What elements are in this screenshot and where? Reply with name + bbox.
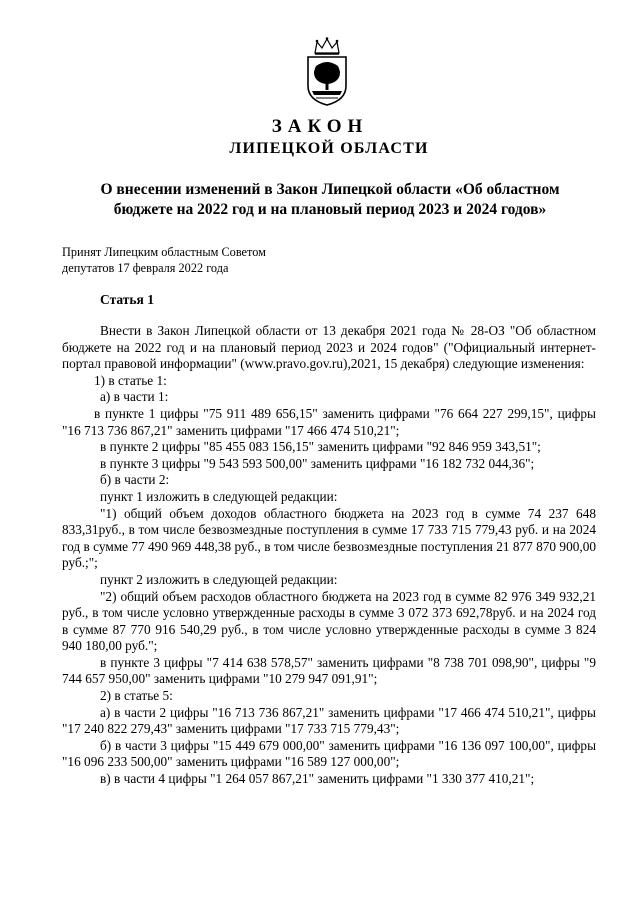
adoption-line-1: Принят Липецким областным Советом — [62, 245, 266, 259]
paragraph: в пункте 2 цифры "85 455 083 156,15" заменить цифрами "92 846 959 343,51"; — [100, 439, 541, 455]
paragraph: б) в части 3 цифры "15 449 679 000,00" заменить цифрами "16 136 097 100,00", цифры "16 096 233 500,00" заменить цифрами "16 589 127 000,00"; — [62, 737, 596, 770]
coat-of-arms-icon — [302, 36, 352, 106]
article-heading: Статья 1 — [100, 292, 154, 307]
adoption-line-2: депутатов 17 февраля 2022 года — [62, 260, 229, 275]
article-body — [62, 323, 596, 788]
paragraph: Внести в Закон Липецкой области от 13 декабря 2021 года № 28-ОЗ "Об областном бюджете на 2022 год и на плановый период 2023 и 2024 годов" ("Официальный интернет-портал правовой информации" (www.pravo.gov.ru),2021, 15 декабря) следующие изменения: — [62, 323, 596, 372]
paragraph: в) в части 4 цифры "1 264 057 867,21" заменить цифрами "1 330 377 410,21"; — [100, 771, 535, 787]
document-title: О внесении изменений в Закон Липецкой области «Об областном бюджете на 2022 год и на плановый период 2023 и 2024 годов» — [100, 181, 560, 218]
paragraph: 1) в статье 1: — [94, 372, 167, 388]
paragraph: "2) общий объем расходов областного бюджета на 2023 год в сумме 82 976 349 932,21 руб., в том числе условно утвержденные расходы в сумме 3 072 373 692,78руб. и на 2024 год в сумме 87 770 916 540,29 руб., в том числе условно утвержденные расходы в сумме 3 824 940 180,00 руб."; — [62, 588, 596, 654]
paragraph: "1) общий объем доходов областного бюджета на 2023 год в сумме 74 237 648 833,31руб., в том числе безвозмездные поступления в сумме 17 733 715 779,43 руб. и на 2024 год в сумме 77 490 969 448,38 руб., в том числе безвозмездные поступления 21 877 870 900,00 руб.;"; — [62, 505, 596, 571]
paragraph: в пункте 3 цифры "9 543 593 500,00" заменить цифрами "16 182 732 044,36"; — [100, 455, 535, 471]
law-title: ЗАКОН — [271, 116, 369, 137]
region-name: ЛИПЕЦКОЙ ОБЛАСТИ — [229, 140, 429, 157]
paragraph: в пункте 1 цифры "75 911 489 656,15" заменить цифрами "76 664 227 299,15", цифры "16 713 736 867,21" заменить цифрами "17 466 474 510,21"; — [62, 405, 596, 438]
paragraph: пункт 2 изложить в следующей редакции: — [100, 571, 338, 587]
paragraph: а) в части 2 цифры "16 713 736 867,21" заменить цифрами "17 466 474 510,21", цифры "17 240 822 279,43" заменить цифрами "17 733 715 779,43"; — [62, 704, 596, 737]
adoption-note — [62, 245, 266, 276]
paragraph: а) в части 1: — [100, 389, 169, 405]
paragraph: 2) в статье 5: — [100, 688, 173, 704]
paragraph: пункт 1 изложить в следующей редакции: — [100, 488, 338, 504]
paragraph: б) в части 2: — [100, 472, 170, 488]
paragraph: в пункте 3 цифры "7 414 638 578,57" заменить цифрами "8 738 701 098,90", цифры "9 744 657 950,00" заменить цифрами "10 279 947 091,91"; — [62, 654, 596, 687]
